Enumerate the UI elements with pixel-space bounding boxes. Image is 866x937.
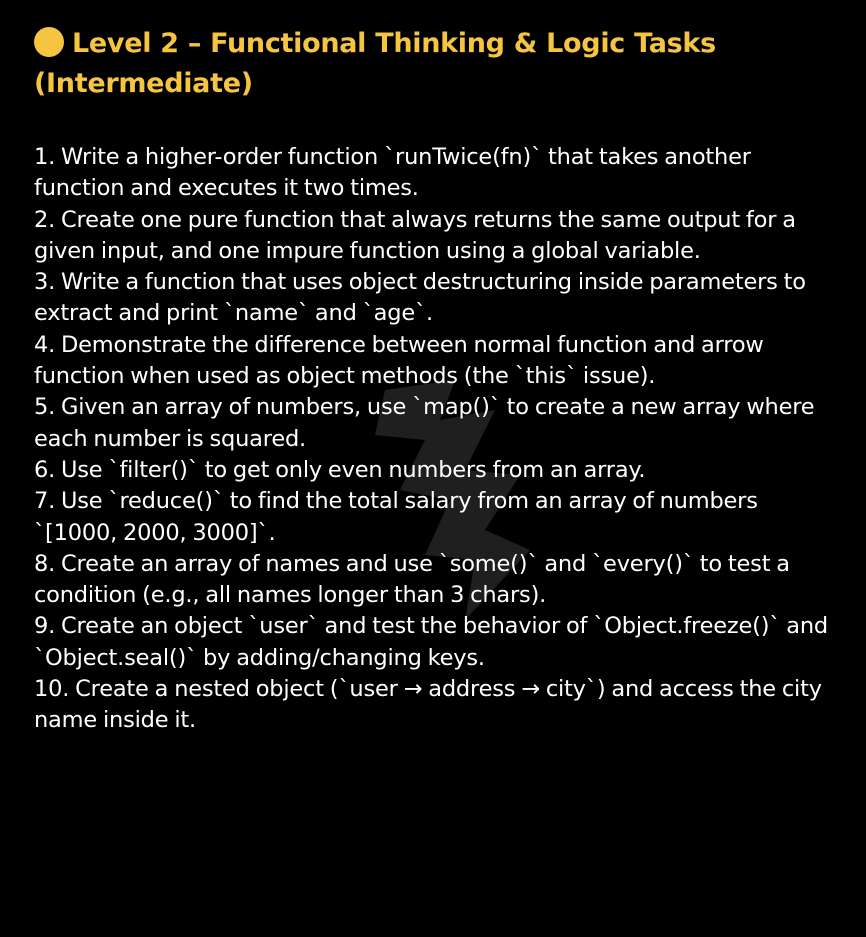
task-item-6: 6. Use `filter()` to get only even numbers from an array. [34,456,646,483]
task-list [34,142,834,737]
task-item-4: 4. Demonstrate the difference between normal function and arrow function when used as object methods (the `this` issue). [34,331,764,390]
task-item-1: 1. Write a higher-order function `runTwice(fn)` that takes another function and executes it two times. [34,144,751,202]
task-item-10: 10. Create a nested object (`user → address → city`) and access the city name inside it. [34,676,822,734]
task-item-2: 2. Create one pure function that always returns the same output for a given input, and one impure function using a global variable. [34,206,796,264]
task-item-8: 8. Create an array of names and use `some()` and `every()` to test a condition (e.g., all names longer than 3 chars). [34,550,790,609]
task-item-9: 9. Create an object `user` and test the behavior of `Object.freeze()` and `Object.seal()` by adding/changing keys. [34,613,829,671]
task-item-7: 7. Use `reduce()` to find the total salary from an array of numbers `[1000, 2000, 3000]`. [34,488,758,546]
page-title-text: Level 2 – Functional Thinking & Logic Tasks (Intermediate) [34,28,716,99]
page-title [34,24,834,104]
task-item-5: 5. Given an array of numbers, use `map()` to create a new array where each number is squared. [34,394,815,452]
task-item-3: 3. Write a function that uses object destructuring inside parameters to extract and print `name` and `age`. [34,269,806,327]
yellow-circle-icon [34,27,64,57]
